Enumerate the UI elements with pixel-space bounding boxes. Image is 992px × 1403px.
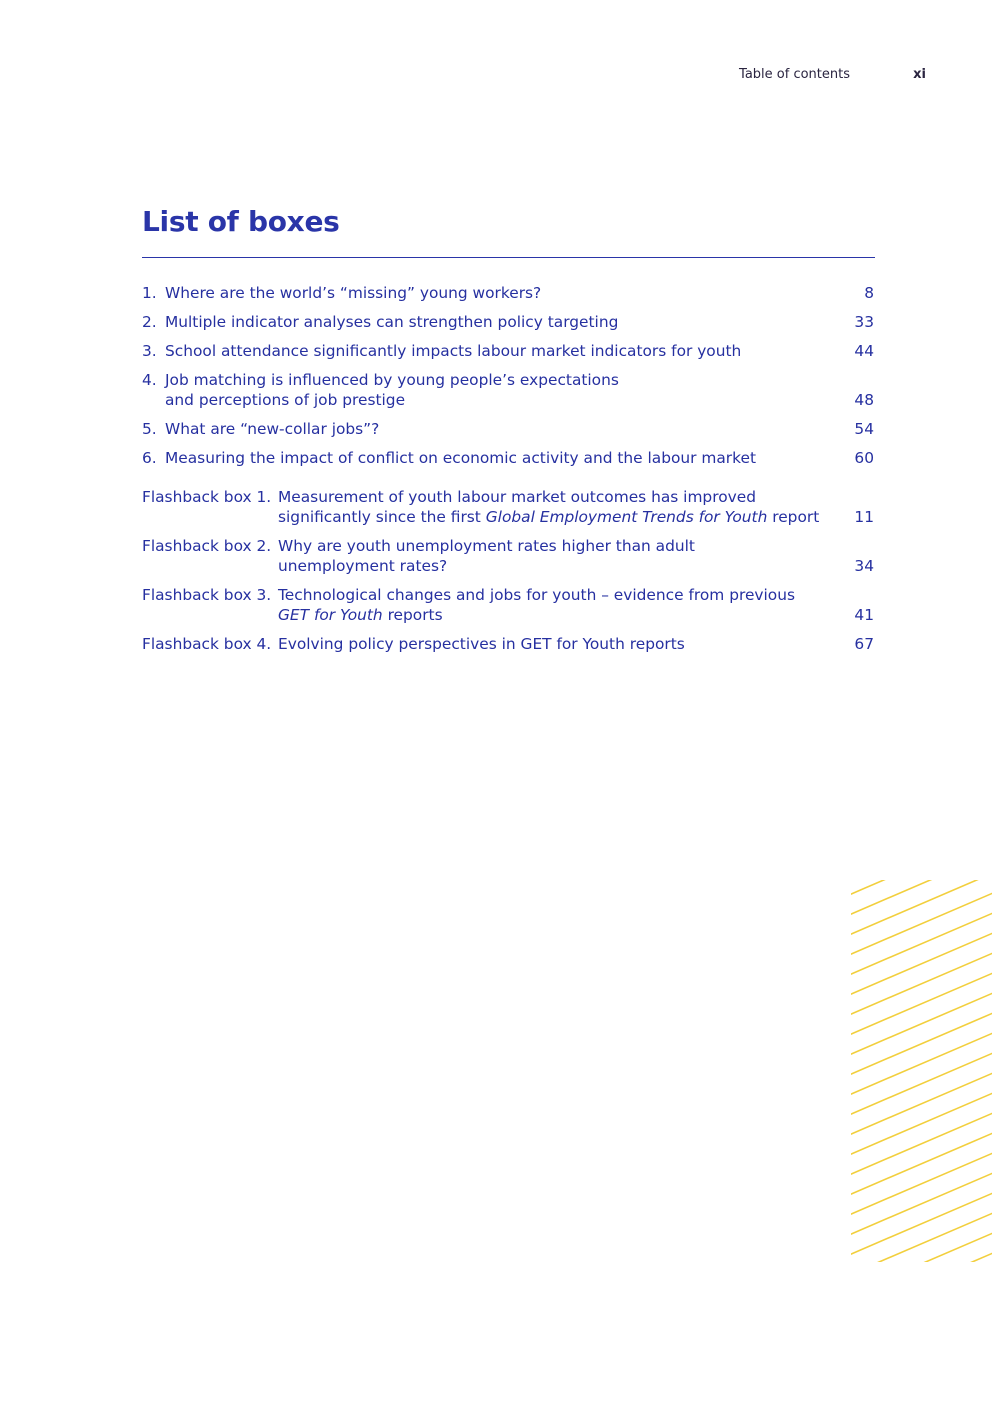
entry-page: 67 [854, 635, 874, 653]
entry-title: Evolving policy perspectives in GET for Youth reports [278, 635, 685, 653]
entry-label: Flashback box 2. [142, 537, 272, 555]
entry-page: 8 [864, 284, 874, 302]
title-divider [142, 257, 875, 258]
entry-page: 54 [854, 420, 874, 438]
hatch-line [851, 1089, 992, 1158]
boxes-list [142, 283, 874, 477]
hatch-decoration-bottom [0, 1262, 992, 1403]
toc-entry[interactable] [142, 634, 874, 654]
entry-page: 44 [854, 342, 874, 360]
entry-label: Flashback box 4. [142, 635, 272, 653]
entry-title: Measurement of youth labour market outcomes has improved significantly since the first Global Employment Trends for Youth report [278, 488, 820, 526]
entry-label: Flashback box 3. [142, 586, 272, 604]
toc-entry[interactable] [142, 487, 874, 527]
hatch-line [851, 1169, 992, 1238]
toc-entry[interactable] [142, 536, 874, 576]
entry-title: School attendance significantly impacts labour market indicators for youth [165, 342, 742, 360]
hatch-line [851, 1129, 992, 1198]
toc-entry[interactable] [142, 419, 874, 439]
flashback-boxes-list [142, 487, 874, 663]
toc-entry[interactable] [142, 585, 874, 625]
entry-page: 33 [854, 313, 874, 331]
toc-entry[interactable] [142, 312, 874, 332]
entry-title: What are “new-collar jobs”? [165, 420, 380, 438]
hatch-pattern [851, 880, 992, 1262]
hatch-line [851, 909, 992, 978]
entry-page: 60 [854, 449, 874, 467]
entry-number: 1. [142, 284, 157, 302]
entry-page: 41 [854, 606, 874, 624]
entry-title: Where are the world’s “missing” young workers? [165, 284, 542, 302]
hatch-line [851, 989, 992, 1058]
toc-entry[interactable] [142, 283, 874, 303]
entry-page: 34 [854, 557, 874, 575]
entry-page: 11 [854, 508, 874, 526]
hatch-line [851, 1009, 992, 1078]
hatch-line [851, 1249, 992, 1262]
entry-title: Measuring the impact of conflict on economic activity and the labour market [165, 449, 757, 467]
entry-title: Multiple indicator analyses can strengthen policy targeting [165, 313, 619, 331]
entry-title: Technological changes and jobs for youth – evidence from previous GET for Youth reports [278, 586, 795, 624]
toc-entry[interactable] [142, 341, 874, 361]
entry-number: 4. [142, 371, 157, 389]
hatch-pattern [0, 1262, 992, 1403]
hatch-line [851, 1049, 992, 1118]
entry-label: Flashback box 1. [142, 488, 272, 506]
hatch-line [851, 1109, 992, 1178]
hatch-line [851, 1029, 992, 1098]
hatch-line [851, 1069, 992, 1138]
toc-entry[interactable] [142, 370, 874, 410]
page-title: List of boxes [142, 205, 340, 238]
entry-page: 48 [854, 391, 874, 409]
hatch-line [851, 969, 992, 1038]
running-header-section: Table of contents [739, 67, 850, 82]
toc-entry[interactable] [142, 448, 874, 468]
entry-number: 3. [142, 342, 157, 360]
hatch-line [851, 929, 992, 998]
entry-number: 6. [142, 449, 157, 467]
hatch-decoration-right [851, 880, 992, 1262]
hatch-line [851, 949, 992, 1018]
hatch-line [851, 889, 992, 958]
entry-title: Job matching is influenced by young people’s expectations and perceptions of job prestige [165, 371, 619, 409]
hatch-line [851, 1209, 992, 1262]
entry-number: 2. [142, 313, 157, 331]
hatch-line [851, 1189, 992, 1258]
running-header [0, 67, 992, 85]
hatch-line [851, 1149, 992, 1218]
entry-number: 5. [142, 420, 157, 438]
hatch-line [851, 880, 992, 938]
entry-title: Why are youth unemployment rates higher than adult unemployment rates? [278, 537, 695, 575]
running-header-page-number: xi [913, 67, 926, 82]
